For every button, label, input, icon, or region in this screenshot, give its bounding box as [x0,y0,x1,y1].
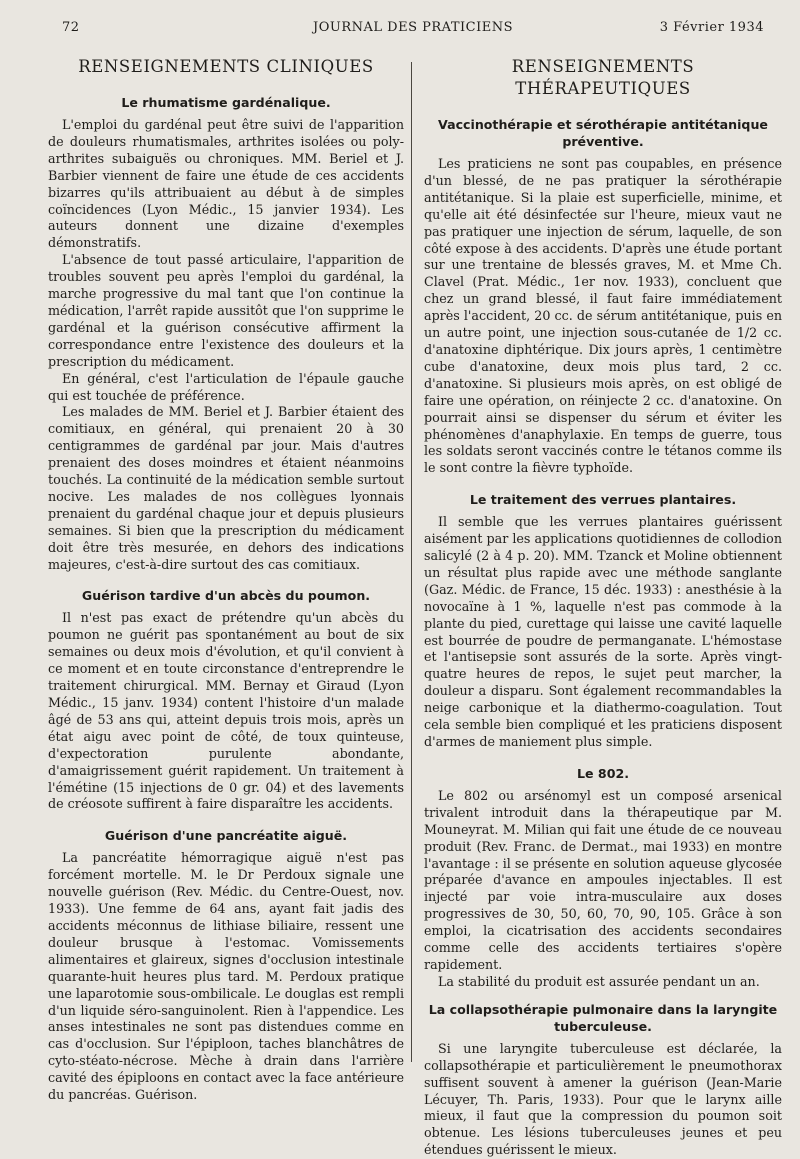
paragraph: L'emploi du gardénal peut être suivi de l'apparition de douleurs rhumatismales, arthrites isolées ou poly-arthrites subaiguës ou chroniques. MM. Beriel et J. Barbier viennent de faire une étude de ces accidents bizarres qu'ils attribuaient au début à de simples coïncidences (Lyon Médic., 15 janvier 1934). Les auteurs donnent une dizaine d'exemples démonstratifs. [48,117,404,251]
right-column [424,56,782,1158]
column-title-therapeutic: RENSEIGNEMENTS THÉRAPEUTIQUES [511,57,695,98]
paragraph: Il semble que les verrues plantaires guérissent aisément par les applications quotidiennes de collodion salicylé (2 à 4 p. 20). MM. Tzanck et Moline obtiennent un résultat plus rapide avec une méthode sanglante (Gaz. Médic. de France, 15 déc. 1933) : anesthésie à la novocaïne à 1 %, laquelle n'est pas commode à la plante du pied, curettage qui laisse une cavité laquelle est bourrée de poudre de permanganate. L'hémostase et l'antisepsie sont assurés de la sorte. Après vingt-quatre heures de repos, le sujet peut marcher, la douleur a disparu. Sont également recommandables la neige carbonique et la diathermo-coagulation. Tout cela semble bien compliqué et les praticiens disposent d'armes de maniement plus simple. [424,514,782,749]
article-verrues [424,491,782,751]
page-number: 72 [62,20,80,35]
section-title: Vaccinothérapie et sérothérapie antitétanique préventive. [438,117,768,149]
section-title: Guérison tardive d'un abcès du poumon. [81,588,371,604]
article-abces-poumon [48,587,404,813]
issue-date: 3 Février 1934 [659,20,764,35]
section-title: Guérison d'une pancréatite aiguë. [104,828,348,844]
article-pancreatite [48,827,404,1104]
paragraph: La stabilité du produit est assurée pendant un an. [438,973,760,989]
paragraph: La pancréatite hémorragique aiguë n'est pas forcément mortelle. M. le Dr Perdoux signale une nouvelle guérison (Rev. Médic. du Centre-Ouest, nov. 1933). Une femme de 64 ans, ayant fait jadis des accidents méconnus de lithiase biliaire, ressent une douleur brusque à l'estomac. Vomissements alimentaires et glaireux, signes d'occlusion intestinale quarante-huit heures plus tard. M. Perdoux pratique une laparotomie sous-ombilicale. Le douglas est rempli d'un liquide séro-sanguinolent. Rien à l'appendice. Les anses intestinales ne sont pas distendues comme en cas d'occlusion. Sur l'épiploon, taches blanchâtres de cyto-stéato-nécrose. Mèche à drain dans l'arrière cavité des épiploons en contact avec la face antérieure du pancréas. Guérison. [48,850,404,1103]
paragraph: En général, c'est l'articulation de l'épaule gauche qui est touchée de préférence. [48,370,404,403]
section-title: La collapsothérapie pulmonaire dans la laryngite tuberculeuse. [428,1001,778,1034]
article-antitetanique [424,116,782,477]
section-title: Le traitement des verrues plantaires. [469,492,737,508]
paragraph: L'absence de tout passé articulaire, l'apparition de troubles souvent peu après l'emploi du gardénal, la marche progressive du mal tant que l'on continue la médication, l'arrêt rapide aussitôt que l'on supprime le gardénal et la guérison consécutive affirment la correspondance entre l'existence des douleurs et la prescription du médicament. [48,252,404,369]
column-divider [411,62,412,1062]
article-802 [424,765,782,991]
paragraph: Le 802 ou arsénomyl est un composé arsenical trivalent introduit dans la thérapeutique par M. Mouneyrat. M. Milian qui fait une étude de ce nouveau produit (Rev. Franc. de Dermat., mai 1933) en montre l'avantage : il se présente en solution aqueuse glycosée préparée d'avance en ampoules injectables. Il est injecté par voie intra-musculaire aux doses progressives de 30, 50, 60, 70, 90, 105. Grâce à son emploi, la cicatrisation des accidents secondaires comme celle des accidents tertiaires s'opère rapidement. [424,787,782,972]
column-title-clinical: RENSEIGNEMENTS CLINIQUES [78,57,374,76]
article-rhumatisme [48,94,404,573]
left-column [48,56,404,1103]
running-header [62,20,764,38]
journal-title: JOURNAL DES PRATICIENS [313,20,513,35]
paragraph: Les praticiens ne sont pas coupables, en présence d'un blessé, de ne pas pratiquer la sérothérapie antitétanique. Si la plaie est superficielle, minime, et qu'elle ait été désinfectée sur l'heure, mieux vaut ne pas pratiquer une injection de sérum, laquelle, de son côté expose à des accidents. D'après une étude portant sur une trentaine de blessés graves, M. et Mme Ch. Clavel (Prat. Médic., 1er nov. 1933), concluent que chez un grand blessé, il faut faire immédiatement après l'accident, 20 cc. de sérum antitétanique, puis en un autre point, une injection sous-cutanée de 1/2 cc. d'anatoxine diphtérique. Dix jours après, 1 centimètre cube d'anatoxine, deux mois plus tard, 2 cc. d'anatoxine. Si plusieurs mois après, on est obligé de faire une opération, on réinjecte 2 cc. d'anatoxine. On pourrait ainsi se dispenser du sérum et éviter les phénomènes d'anaphylaxie. En temps de guerre, tous les soldats seront vaccinés contre le tétanos comme ils le sont contre la fièvre typhoïde. [424,156,782,476]
section-title: Le rhumatisme gardénalique. [121,95,331,110]
paragraph: Il n'est pas exact de prétendre qu'un abcès du poumon ne guérit pas spontanément au bout de six semaines ou deux mois d'évolution, et qu'il convient à ce moment et en toute circonstance d'entreprendre le traitement chirurgical. MM. Bernay et Giraud (Lyon Médic., 15 janv. 1934) content l'histoire d'un malade âgé de 53 ans qui, atteint depuis trois mois, après un état aigu avec point de côté, de toux quinteuse, d'expectoration purulente abondante, d'amaigrissement guérit rapidement. Un traitement à l'émétine (15 injections de 0 gr. 04) et des lavements de créosote suffirent à faire disparaître les accidents. [48,610,404,812]
paragraph: Les malades de MM. Beriel et J. Barbier étaient des comitiaux, en général, qui prenaient 20 à 30 centigrammes de gardénal par jour. Mais d'autres prenaient des doses moindres et étaient néanmoins touchés. La continuité de la médication semble surtout nocive. Les malades de nos collègues lyonnais prenaient du gardénal chaque jour et depuis plusieurs semaines. Si bien que la prescription du médicament doit être très mesurée, en dehors des indications majeures, c'est-à-dire surtout des cas comitiaux. [48,404,404,572]
paragraph: Si une laryngite tuberculeuse est déclarée, la collapsothérapie et particulièrement le pneumothorax suffisent souvent à amener la guérison (Jean-Marie Lécuyer, Th. Paris, 1933). Pour que le larynx aille mieux, il faut que la compression du poumon soit obtenue. Les lésions tuberculeuses jeunes et peu étendues guérissent le mieux. [424,1040,782,1158]
section-title: Le 802. [576,765,630,781]
article-collapsotherapie [424,1001,782,1159]
